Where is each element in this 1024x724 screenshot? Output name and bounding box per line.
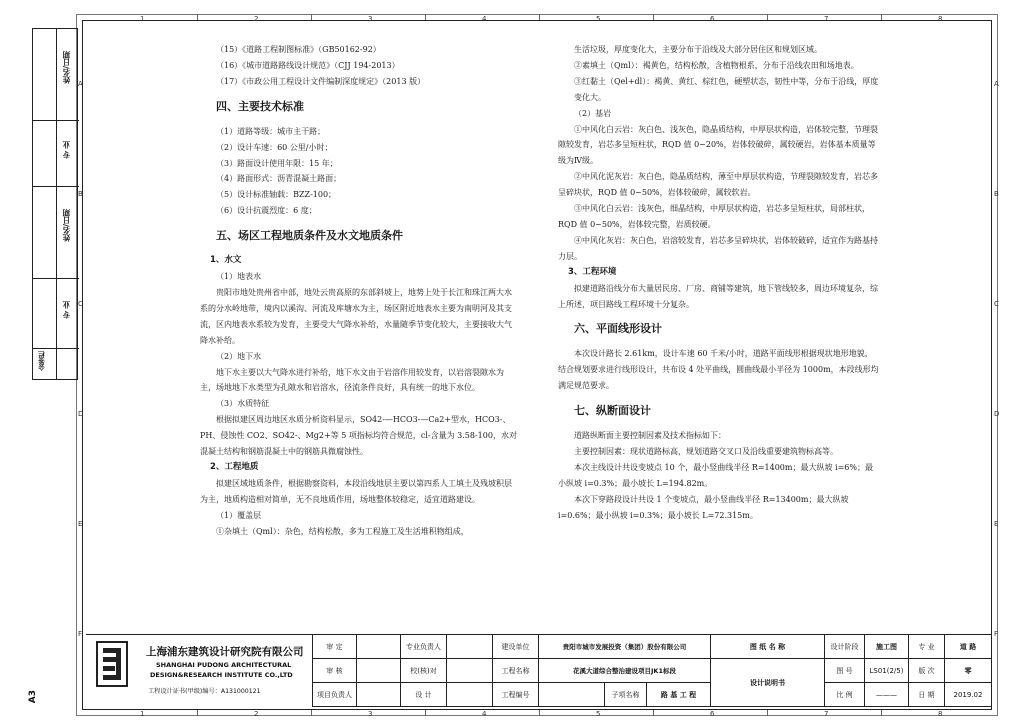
company-info	[86, 635, 312, 707]
design-value	[446, 683, 492, 707]
company-name-en-line1: SHANGHAI PUDONG ARCHITECTURAL	[156, 661, 292, 669]
discipline-leader-label: 专业负责人	[400, 635, 446, 659]
grid-row-letter: C	[78, 300, 83, 308]
list-item: （2）设计车速：60 公里/小时；	[216, 142, 333, 152]
project-name-value: 花溪大道综合整治建设项目JK1标段	[538, 659, 710, 683]
project-leader-value	[356, 683, 400, 707]
grid-row-letter: D	[78, 410, 84, 418]
countersign-cell-1	[33, 29, 79, 121]
grid-column-number: 1	[140, 15, 145, 23]
paragraph: 本次下穿路段设计共设 1 个变坡点，最小竖曲线半径 R=13400m；最大纵坡 i=0.6%；最小纵坡 i=0.3%；最小坡长 L=72.315m。	[558, 494, 849, 520]
grid-tick	[653, 710, 654, 716]
drawing-name-label: 图 纸 名 称	[710, 635, 824, 659]
list-item: （6）设计抗震烈度：6 度；	[216, 206, 317, 216]
project-no-value	[538, 683, 604, 707]
list-item: （1）地表水	[216, 272, 262, 282]
paragraph: 主要控制因素：现状道路标高，规划道路交叉口及沿线重要建筑物标高等。	[574, 447, 838, 457]
section-heading: 四、主要技术标准	[216, 99, 304, 113]
design-stage-label: 设计阶段	[824, 635, 864, 659]
list-item: （1）覆盖层	[216, 510, 262, 520]
approve-value	[356, 635, 400, 659]
check-label: 校(核)对	[400, 659, 446, 683]
countersign-label: 专 业	[62, 141, 71, 159]
section-heading: 六、平面线形设计	[574, 322, 662, 336]
grid-column-number: 6	[710, 15, 715, 23]
list-item: 道路纵断面主要控制因素及技术指标如下：	[574, 431, 726, 441]
list-item: （2）地下水	[216, 351, 262, 361]
grid-tick	[539, 710, 540, 716]
date-label: 日 期	[908, 683, 944, 707]
paragraph: 贵阳市地处贵州省中部，地处云贵高原的东部斜坡上，地势上处于长江和珠江两大水系的分水岭地带，境内以溪沟、河流及库塘水为主，场区附近地表水主要为南明河及其支流，区内地表水系较为发育，主要受大气降水补给，水量随季节变化较大，主要接收大气降水补给。	[200, 287, 512, 345]
scale-value: ———	[864, 683, 908, 707]
grid-row-letter: C	[994, 300, 999, 308]
subsection-heading: 2、工程地质	[210, 461, 259, 472]
section-heading: 五、场区工程地质条件及水文地质条件	[216, 229, 403, 243]
list-item: （16）《城市道路路线设计规范》（CJJ 194-2013）	[216, 60, 400, 70]
paragraph: 拟建道路沿线分布大量居民房、厂房、商铺等建筑，地下管线较多，周边环境复杂，综上所述，项目路线工程环境十分复杂。	[558, 283, 878, 309]
discipline-label: 专 业	[908, 635, 944, 659]
countersign-cell-3	[33, 187, 79, 279]
grid-column-number: 3	[368, 710, 373, 718]
discipline-leader-value	[446, 635, 492, 659]
list-item: （17）《市政公用工程设计文件编制深度规定》（2013 版）	[216, 76, 426, 86]
paragraph: 本次主线设计共设变坡点 10 个，最小竖曲线半径 R=1400m；最大纵坡 i=6%；最小纵坡 i=0.3%；最小坡长 L=194.82m。	[558, 462, 873, 488]
design-label: 设 计	[400, 683, 446, 707]
countersign-label: 会签栏	[38, 351, 46, 371]
review-value	[356, 659, 400, 683]
date-value: 2019.02	[944, 683, 991, 707]
grid-column-number: 4	[482, 710, 487, 718]
grid-tick	[197, 14, 198, 20]
sub-item-value: 路 基 工 程	[646, 683, 710, 707]
countersign-cell-5	[33, 349, 79, 381]
design-stage-value: 施工图	[864, 635, 908, 659]
grid-tick	[197, 710, 198, 716]
sub-item-label: 子项名称	[604, 683, 646, 707]
countersign-label: 姓名/日期	[62, 209, 71, 242]
countersign-strip	[32, 28, 78, 380]
subsection-heading: 3、工程环境	[568, 266, 617, 277]
version-value: 零	[944, 659, 991, 683]
grid-row-letter: A	[78, 80, 83, 88]
paragraph: ①中风化白云岩：灰白色、浅灰色，隐晶质结构，中厚层状构造，岩体较完整，节理裂隙较发育，岩芯多呈短柱状，RQD 值 0~20%，岩体较破碎，属较硬岩，岩体基本质量等级为Ⅳ级。	[558, 124, 878, 166]
company-logo	[96, 641, 128, 687]
grid-column-number: 7	[824, 15, 829, 23]
grid-row-letter: F	[78, 630, 83, 638]
paragraph: ④中风化灰岩：灰白色，岩溶较发育，岩芯多呈碎块状，岩体较破碎，适宜作为路基持力层。	[558, 235, 878, 261]
client-value: 贵阳市城市发展投资（集团）股份有限公司	[538, 635, 710, 659]
grid-tick	[653, 14, 654, 20]
grid-tick	[425, 14, 426, 20]
list-item: （4）路面形式：沥青混凝土路面；	[216, 174, 342, 184]
grid-tick	[311, 710, 312, 716]
version-label: 版 次	[908, 659, 944, 683]
grid-tick	[881, 710, 882, 716]
list-item: （3）水质特征	[216, 399, 270, 409]
countersign-cell-4	[33, 279, 79, 349]
grid-row-letter: F	[994, 630, 999, 638]
paragraph: ③中风化白云岩：浅灰色，细晶结构，中厚层状构造，岩芯多呈短柱状，局部柱状，RQD 值 0~50%，岩体较完整，岩质较硬。	[558, 204, 870, 229]
description-right-column	[558, 42, 880, 524]
grid-row-letter: A	[994, 80, 999, 88]
paragraph: 生活垃圾，厚度变化大，主要分布于沿线及大部分居住区和规划区域。	[574, 45, 822, 54]
paragraph: 根据拟建区周边地区水质分析资料显示，SO42-—HCO3-—Ca2+型水，HCO3-、PH、侵蚀性 CO2、SO42-、Mg2+等 5 项指标均符合规范，cl-含量为 3.58-100，水对混凝土结构和钢筋混凝土中的钢筋具微腐蚀性。	[200, 415, 517, 457]
check-value	[446, 659, 492, 683]
grid-column-number: 4	[482, 15, 487, 23]
paragraph: 地下水主要以大气降水进行补给，地下水文由于岩溶作用较发育，以岩溶裂隙水为主，场地地下水类型为孔隙水和岩溶水，径流条件良好，具有统一的地下水位。	[200, 367, 504, 393]
drawing-no-label: 图 号	[824, 659, 864, 683]
grid-row-letter: E	[78, 520, 83, 528]
countersign-label: 姓名/日期	[62, 51, 71, 84]
company-name-en-line2: DESIGN&RESEARCH INSTITUTE CO.,LTD	[150, 671, 293, 679]
grid-column-number: 8	[938, 710, 943, 718]
design-certificate: 工程设计证书(甲级)编号：A131000121	[148, 688, 261, 695]
list-item: （2）基岩	[574, 108, 612, 118]
grid-column-number: 1	[140, 710, 145, 718]
grid-column-number: 7	[824, 710, 829, 718]
paragraph: 拟建区域地质条件，根据勘察资料，本段沿线地层主要以第四系人工填土及残坡积层为主，地质构造相对简单，无不良地质作用，场地整体较稳定，适宜道路建设。	[200, 478, 512, 504]
grid-tick	[539, 14, 540, 20]
company-name-cn: 上海浦东建筑设计研究院有限公司	[146, 646, 304, 658]
paragraph: ①杂填土（Qml）：杂色，结构松散，多为工程施工及生活堆积物组成，	[216, 526, 469, 536]
description-left-column	[200, 42, 518, 539]
paragraph: 本次设计路长 2.61km，设计车速 60 千米/小时，道路平面线形根据现状地形地貌，结合规划要求进行线形设计，共布设 4 处平曲线，圆曲线最小半径为 1000m，本段线形均满足规范要求。	[558, 349, 879, 391]
list-item: ③红黏土（Qel+dl）：褐黄、黄红、棕红色，硬塑状态，韧性中等，分布于沿线，厚度变化大。	[574, 76, 879, 102]
grid-column-number: 5	[596, 710, 601, 718]
grid-column-number: 2	[254, 710, 259, 718]
grid-row-letter: B	[78, 190, 83, 198]
list-item: （15）《道路工程制图标准》（GB50162-92）	[216, 45, 381, 54]
project-leader-label: 项目负责人	[312, 683, 356, 707]
grid-tick	[767, 710, 768, 716]
grid-row-letter: B	[994, 190, 999, 198]
grid-column-number: 2	[254, 15, 259, 23]
grid-row-letter: E	[994, 520, 999, 528]
list-item: （3）路面设计使用年限：15 年；	[216, 158, 338, 168]
grid-column-number: 8	[938, 15, 943, 23]
title-block	[86, 634, 991, 706]
grid-column-number: 5	[596, 15, 601, 23]
list-item: ②素填土（Qml）：褐黄色，结构松散，含植物根系，分布于沿线农田和场地表。	[574, 60, 859, 70]
project-name-label: 工程名称	[492, 659, 538, 683]
client-label: 建设单位	[492, 635, 538, 659]
grid-row-letter: D	[994, 410, 1000, 418]
drawing-no-value: LS01(2/5)	[864, 659, 908, 683]
subsection-heading: 1、水文	[210, 255, 242, 266]
grid-tick	[881, 14, 882, 20]
project-no-label: 工程编号	[492, 683, 538, 707]
list-item: （1）道路等级：城市主干路；	[216, 126, 326, 136]
review-label: 审 核	[312, 659, 356, 683]
grid-tick	[425, 710, 426, 716]
section-heading: 七、纵断面设计	[574, 404, 651, 418]
list-item: （5）设计标准轴载：BZZ-100；	[216, 190, 337, 200]
paragraph: ②中风化泥灰岩：灰白色，隐晶质结构，薄至中厚层状构造，节理裂隙较发育，岩芯多呈碎块状，RQD 值 0~50%，岩体较破碎，属较软岩。	[558, 172, 878, 198]
countersign-label: 专 业	[62, 301, 71, 319]
grid-tick	[311, 14, 312, 20]
grid-column-number: 6	[710, 710, 715, 718]
grid-tick	[767, 14, 768, 20]
grid-column-number: 3	[368, 15, 373, 23]
drawing-name-value: 设计说明书	[710, 659, 824, 707]
paper-size-label: A3	[28, 690, 38, 704]
countersign-cell-2	[33, 121, 79, 187]
scale-label: 比 例	[824, 683, 864, 707]
discipline-value: 道 路	[944, 635, 991, 659]
approve-label: 审 定	[312, 635, 356, 659]
